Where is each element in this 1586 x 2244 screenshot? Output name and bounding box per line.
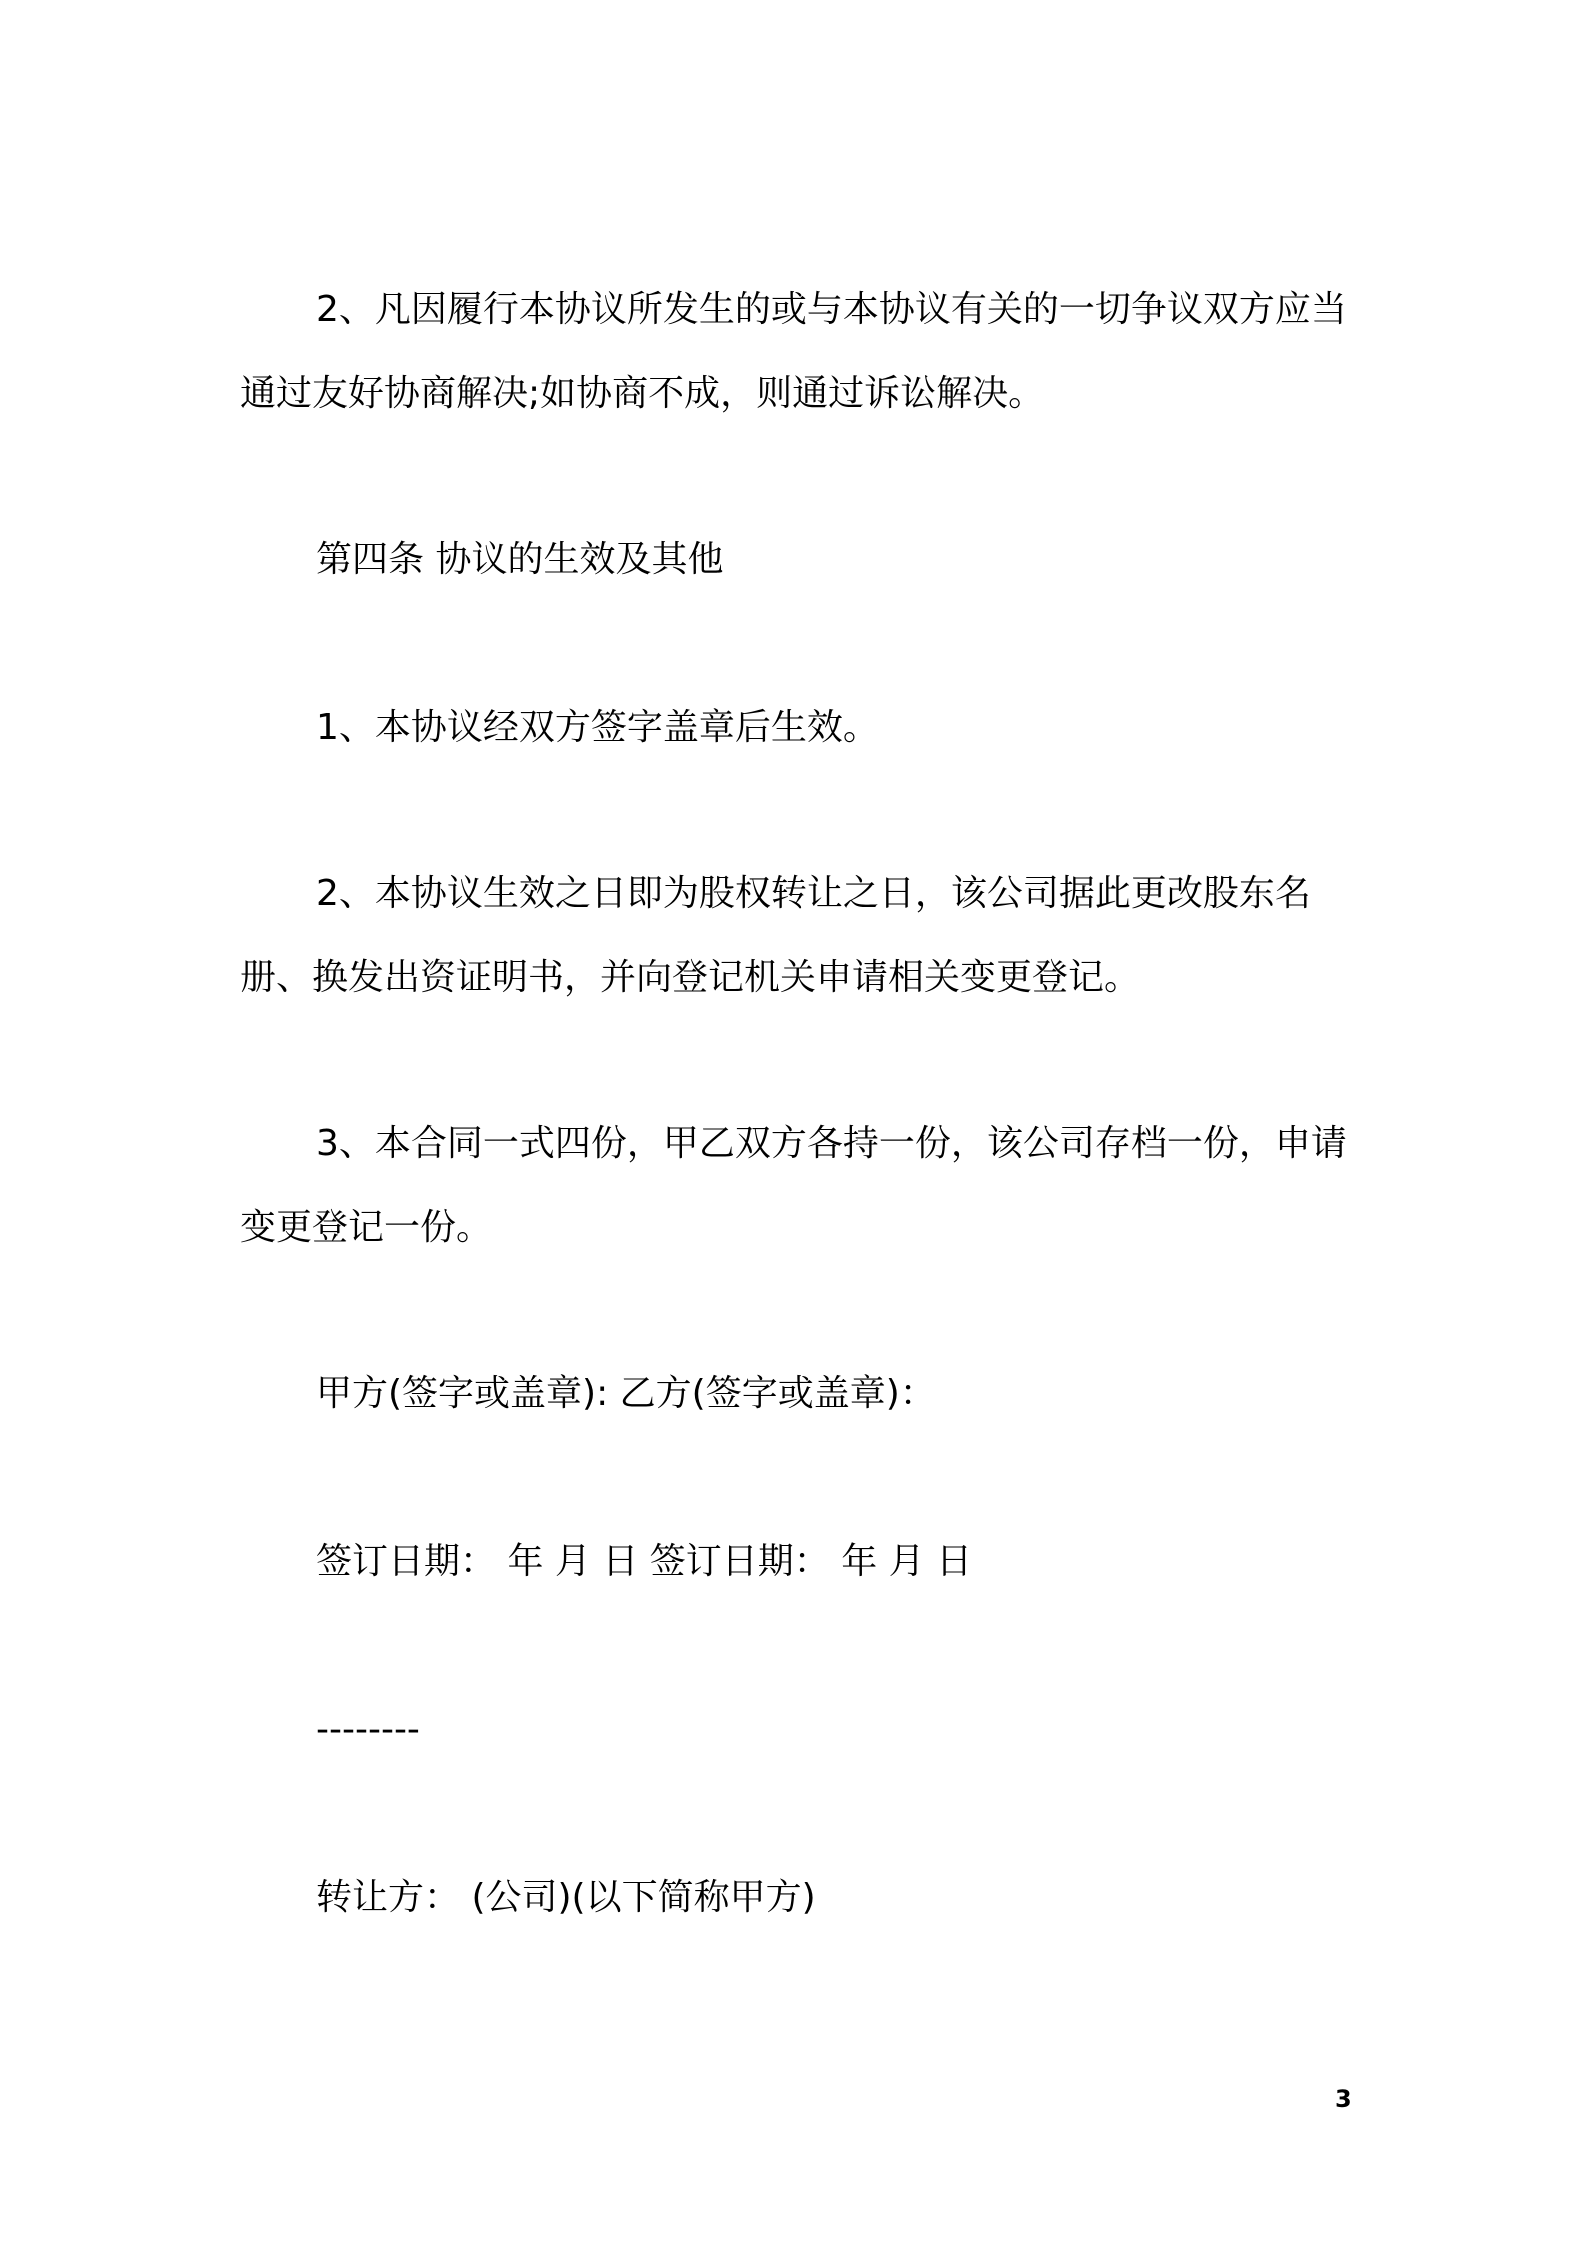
article-four-heading: 第四条 协议的生效及其他: [316, 539, 724, 580]
signing-date-line: 签订日期： 年 月 日 签订日期： 年 月 日: [316, 1541, 973, 1582]
clause-dispute-resolution: 2、凡因履行本协议所发生的或与本协议有关的一切争议双方应当通过友好协商解决;如协商不成，则通过诉讼解决。: [240, 289, 1347, 414]
clause-effective: 1、本协议经双方签字盖章后生效。: [316, 707, 879, 748]
transferor-line: 转让方： (公司)(以下简称甲方): [316, 1877, 816, 1918]
page-number: 3: [1335, 2085, 1352, 2113]
clause-transfer-date: 2、本协议生效之日即为股权转让之日，该公司据此更改股东名册、换发出资证明书，并向登记机关申请相关变更登记。: [240, 873, 1311, 998]
clause-copies: 3、本合同一式四份，甲乙双方各持一份，该公司存档一份，申请变更登记一份。: [240, 1123, 1347, 1248]
separator-line: --------: [316, 1709, 420, 1750]
signature-line: 甲方(签字或盖章): 乙方(签字或盖章)：: [316, 1373, 936, 1414]
